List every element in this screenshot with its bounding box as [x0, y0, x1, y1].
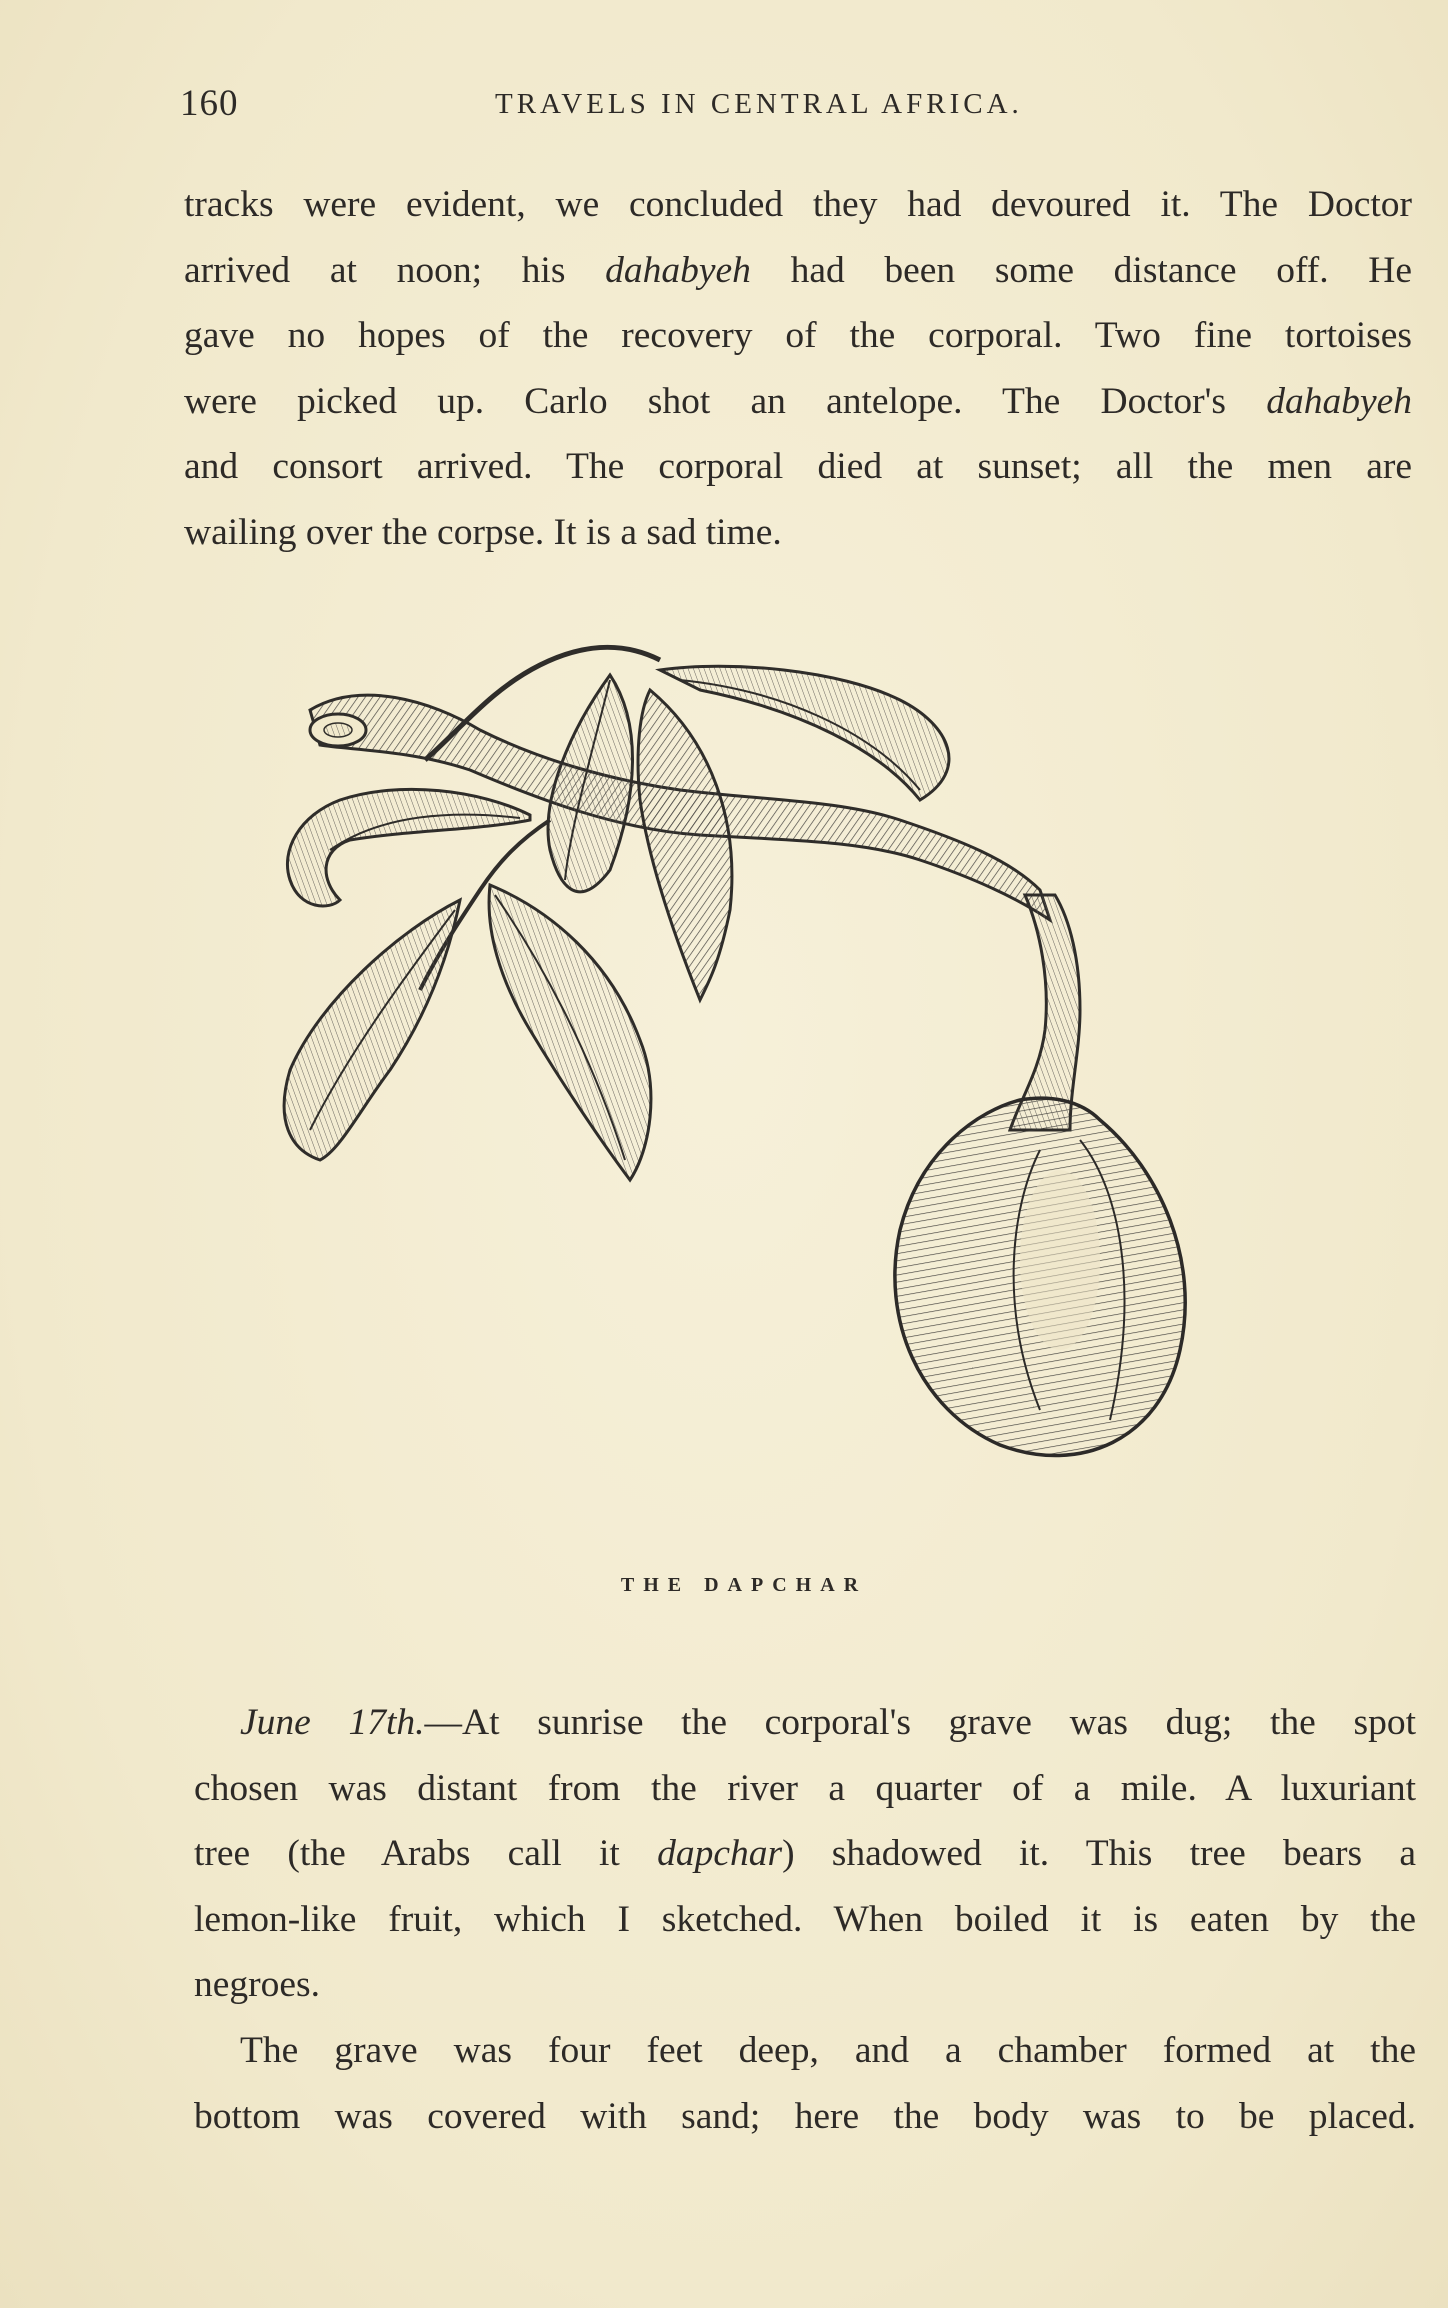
text-line: June 17th.—At sunrise the corporal's grave was dug; the spot: [240, 1702, 1416, 1743]
italic-term: dahabyeh: [605, 249, 751, 291]
dapchar-engraving: [280, 630, 1360, 1560]
text-line: gave no hopes of the recovery of the corporal. Two fine tortoises: [184, 315, 1412, 356]
paragraph-3: [194, 2018, 1416, 2149]
italic-term: dapchar: [657, 1833, 783, 1874]
paragraph-2: [194, 1690, 1416, 2018]
text-line: were picked up. Carlo shot an antelope. The Doctor's dahabyeh: [184, 380, 1412, 422]
text-line: and consort arrived. The corporal died at sunset; all the men are: [184, 446, 1412, 487]
page-number: 160: [180, 83, 239, 124]
italic-term: dahabyeh: [1266, 380, 1412, 422]
figure-caption: THE DAPCHAR: [620, 1574, 868, 1596]
text-line: lemon-like fruit, which I sketched. When boiled it is eaten by the: [194, 1898, 1416, 1940]
text-line: tracks were evident, we concluded they had devoured it. The Doctor: [184, 184, 1412, 225]
text-line: bottom was covered with sand; here the body was to be placed.: [194, 2095, 1416, 2137]
date-heading: June 17th.: [240, 1702, 425, 1743]
text-line: tree (the Arabs call it dapchar) shadowed it. This tree bears a: [194, 1833, 1416, 1874]
text-line: wailing over the corpse. It is a sad time.: [184, 511, 782, 553]
running-head: [180, 82, 1412, 132]
text-line: The grave was four feet deep, and a chamber formed at the: [240, 2030, 1416, 2071]
paragraph-1: [184, 172, 1412, 565]
text-line: arrived at noon; his dahabyeh had been some distance off. He: [184, 249, 1413, 291]
running-title: TRAVELS IN CENTRAL AFRICA.: [495, 88, 1023, 120]
text-line: negroes.: [194, 1964, 320, 2005]
text-line: chosen was distant from the river a quarter of a mile. A luxuriant: [194, 1767, 1416, 1809]
